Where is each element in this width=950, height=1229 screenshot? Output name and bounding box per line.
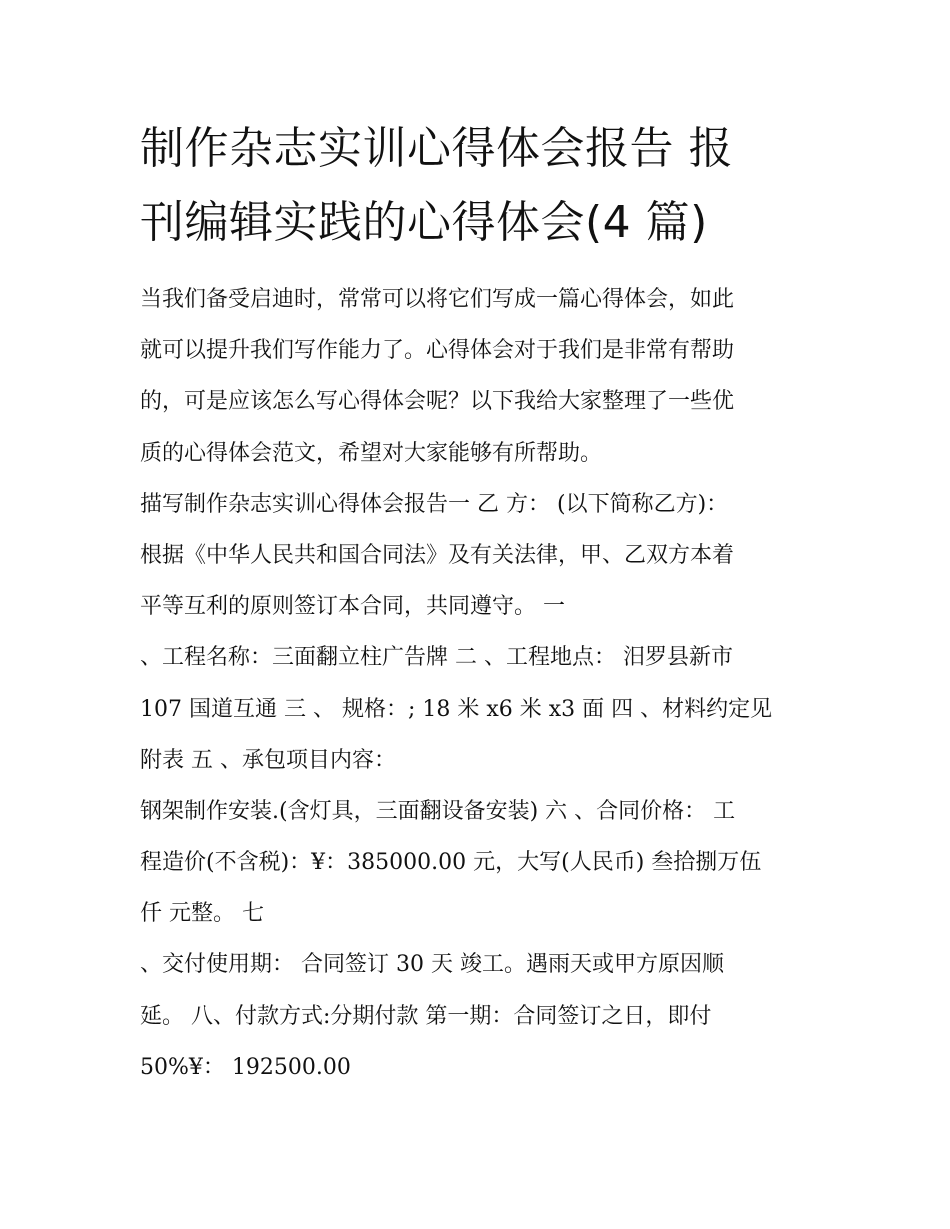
document-title bbox=[140, 112, 820, 260]
body-line: 质的心得体会范文，希望对大家能够有所帮助。 bbox=[140, 440, 603, 466]
body-line: 平等互利的原则签订本合同，共同遵守。 一 bbox=[140, 594, 565, 620]
body-line: 延。 八、付款方式:分期付款 第一期：合同签订之日，即付 bbox=[140, 1003, 712, 1029]
body-line: 当我们备受启迪时，常常可以将它们写成一篇心得体会，如此 bbox=[140, 287, 735, 312]
title-line: 刊编辑实践的心得体会(4 篇) bbox=[140, 197, 708, 248]
body-line: 107 国道互通 三 、 规格：; 18 米 x6 米 x3 面 四 、材料约定见 bbox=[140, 696, 773, 722]
body-line: 描写制作杂志实训心得体会报告一 乙 方： (以下简称乙方)： bbox=[140, 491, 729, 517]
body-line: 、交付使用期： 合同签订 30 天 竣工。遇雨天或甲方原因顺 bbox=[140, 952, 724, 978]
body-line: 、工程名称：三面翻立柱广告牌 二 、工程地点： 汨罗县新市 bbox=[140, 645, 733, 671]
body-line: 程造价(不含税)：¥：385000.00 元，大写(人民币) 叁拾捌万伍 bbox=[140, 850, 762, 876]
title-line: 制作杂志实训心得体会报告 报 bbox=[140, 123, 733, 174]
body-line: 根据《中华人民共和国合同法》及有关法律，甲、乙双方本着 bbox=[140, 542, 735, 568]
body-line: 附表 五 、承包项目内容： bbox=[140, 747, 396, 773]
document-body bbox=[140, 274, 820, 1093]
body-line: 的，可是应该怎么写心得体会呢？以下我给大家整理了一些优 bbox=[140, 389, 735, 415]
body-line: 就可以提升我们写作能力了。心得体会对于我们是非常有帮助 bbox=[140, 338, 735, 364]
body-line: 50%¥： 192500.00 bbox=[140, 1054, 351, 1080]
body-line: 钢架制作安装.(含灯具，三面翻设备安装) 六 、合同价格： 工 bbox=[140, 798, 736, 824]
body-line: 仟 元整。 七 bbox=[140, 901, 264, 927]
